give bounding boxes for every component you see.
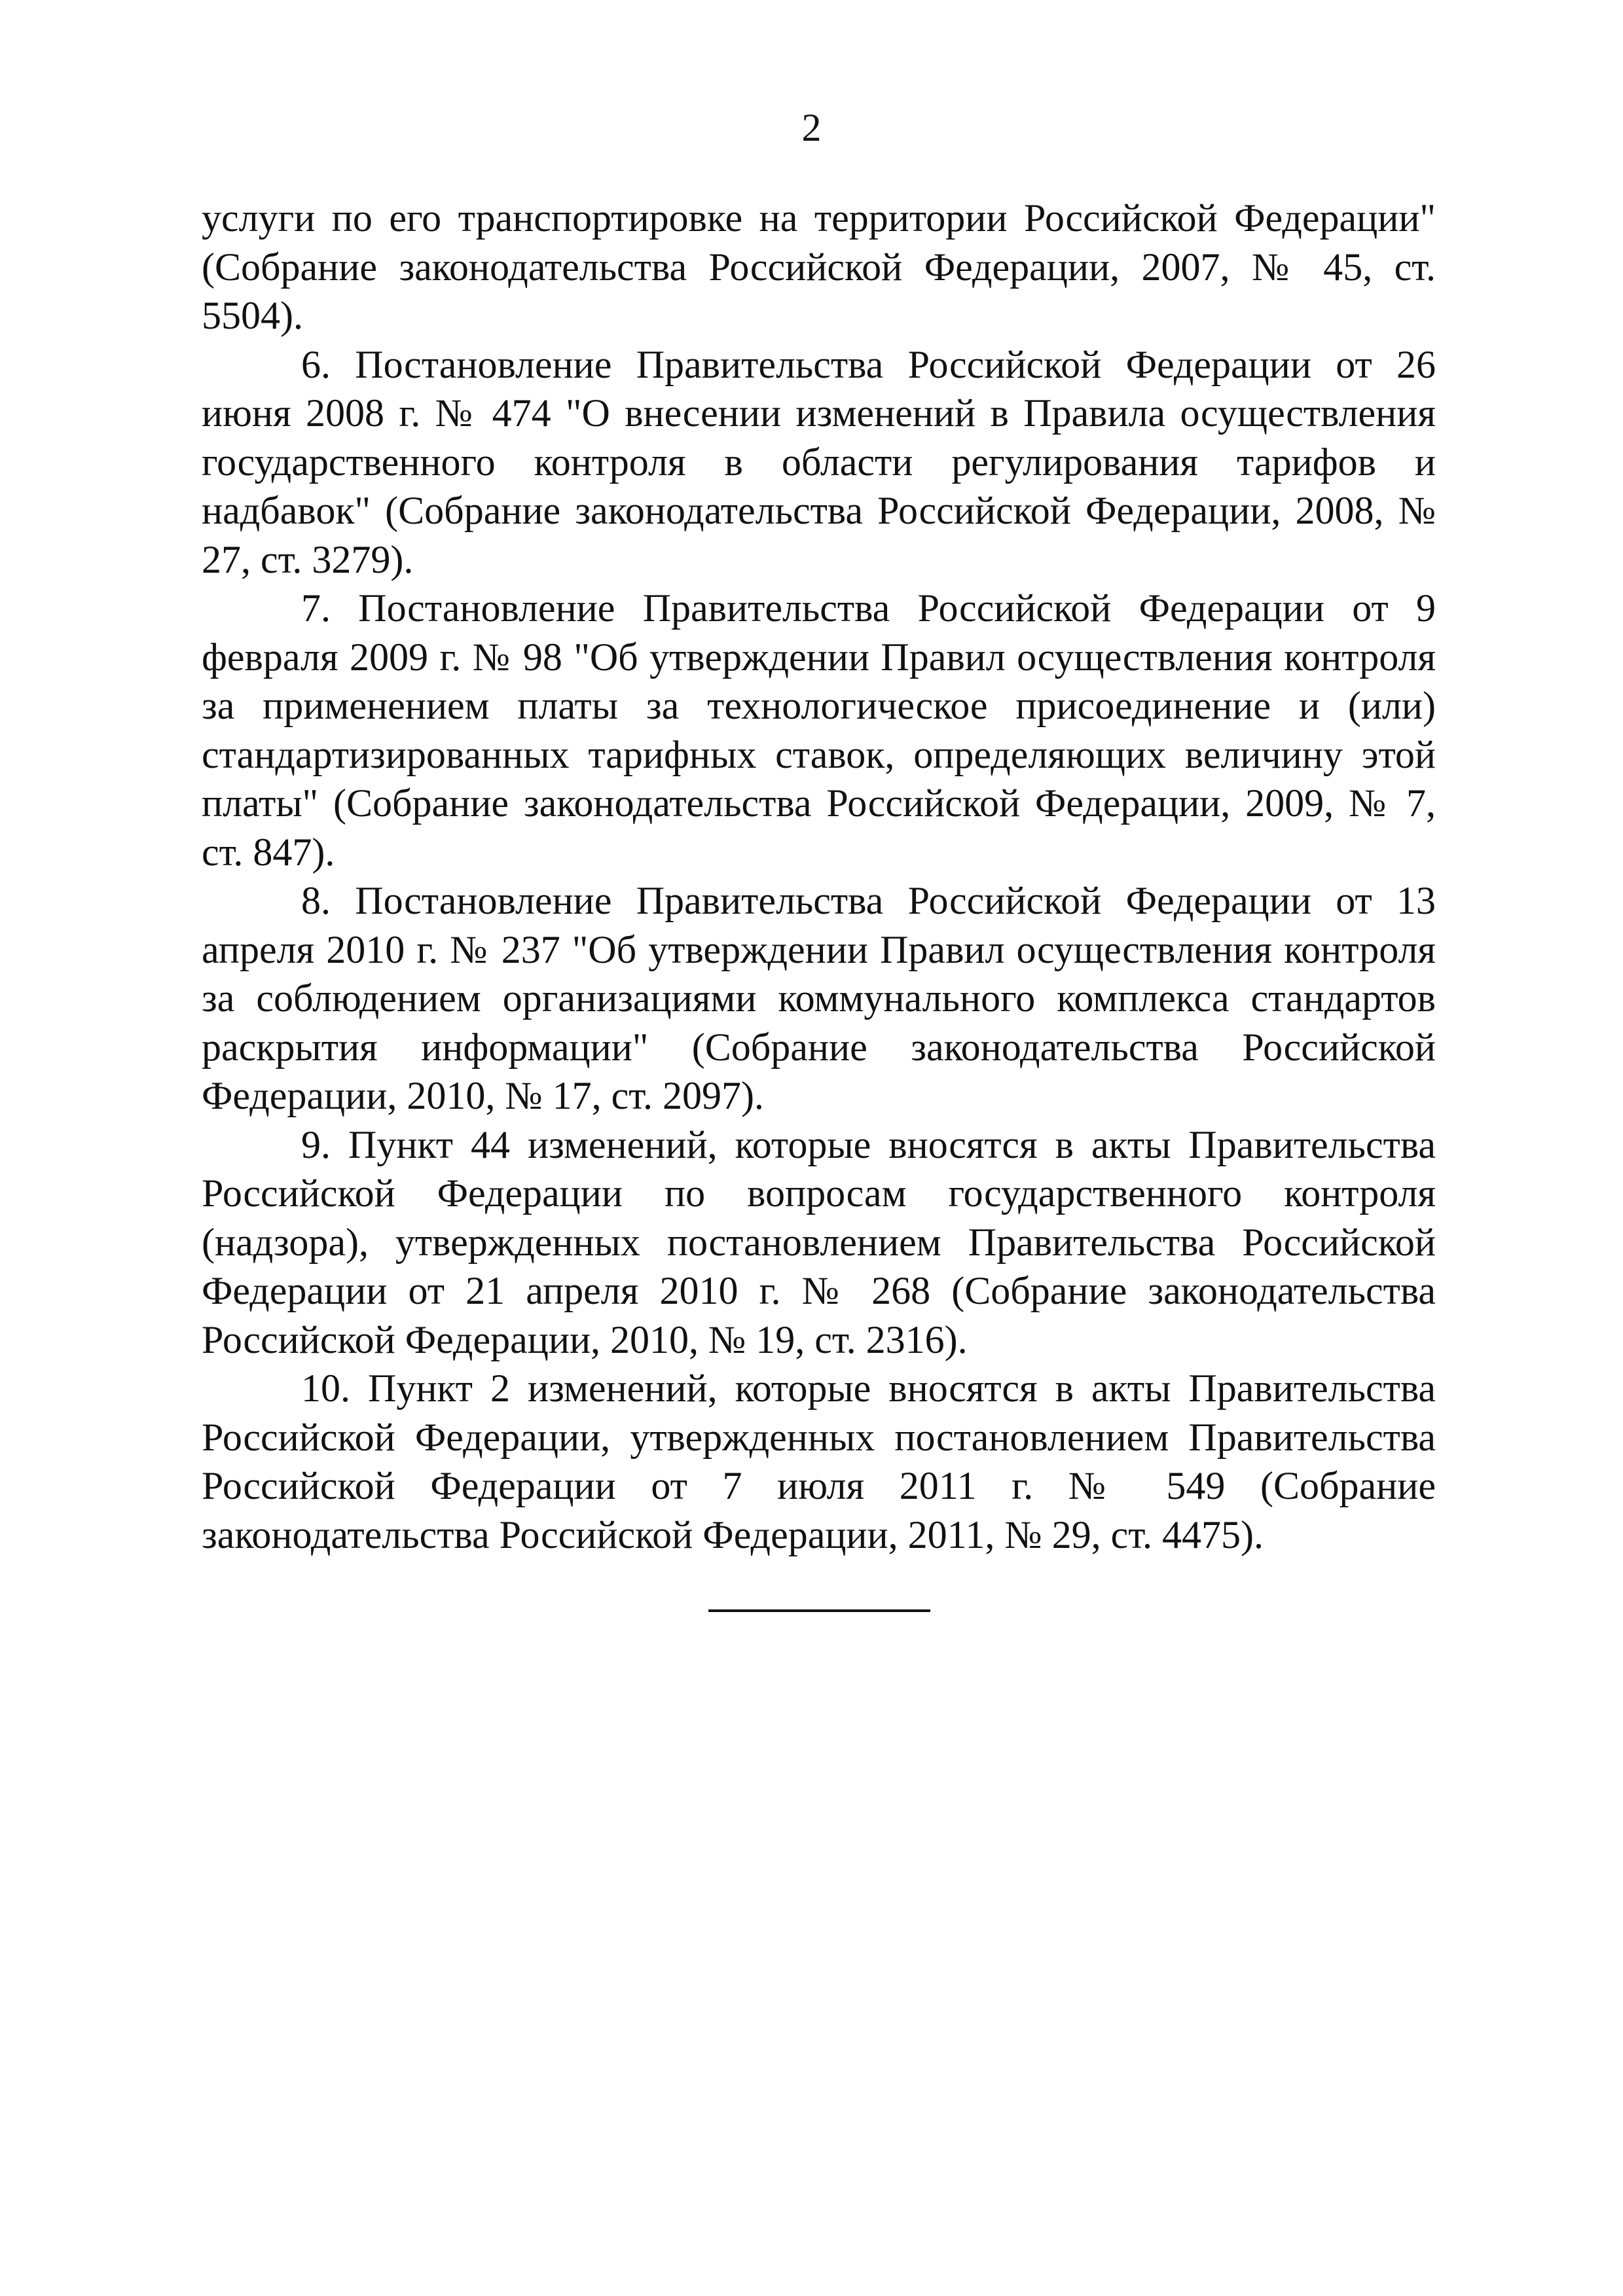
paragraph-continuation: услуги по его транспортировке на территории Российской Федерации" (Собрание законодательства Российской Федерации, 2007, № 45, ст. 5504).	[202, 196, 1436, 337]
list-item-7: 7. Постановление Правительства Российской Федерации от 9 февраля 2009 г. № 98 "Об утверждении Правил осуществления контроля за применением платы за технологическое присоединение и (или) стандартизированных тарифных ставок, определяющих величину этой платы" (Собрание законодательства Российской Федерации, 2009, № 7, ст. 847).	[202, 586, 1436, 874]
list-item-10: 10. Пункт 2 изменений, которые вносятся в акты Правительства Российской Федерации, утвержденных постановлением Правительства Российской Федерации от 7 июля 2011 г. № 549 (Собрание законодательства Российской Федерации, 2011, № 29, ст. 4475).	[202, 1367, 1436, 1556]
end-of-document-rule	[708, 1609, 930, 1612]
list-item-6: 6. Постановление Правительства Российской Федерации от 26 июня 2008 г. № 474 "О внесении изменений в Правила осуществления государственного контроля в области регулирования тарифов и надбавок" (Собрание законодательства Российской Федерации, 2008, № 27, ст. 3279).	[202, 342, 1436, 581]
list-item-9: 9. Пункт 44 изменений, которые вносятся в акты Правительства Российской Федерации по вопросам государственного контроля (надзора), утвержденных постановлением Правительства Российской Федерации от 21 апреля 2010 г. № 268 (Собрание законодательства Российской Федерации, 2010, № 19, ст. 2316).	[202, 1122, 1436, 1361]
page-number: 2	[801, 106, 822, 149]
document-body	[202, 194, 1436, 1559]
list-item-8: 8. Постановление Правительства Российской Федерации от 13 апреля 2010 г. № 237 "Об утверждении Правил осуществления контроля за соблюдением организациями коммунального комплекса стандартов раскрытия информации" (Собрание законодательства Российской Федерации, 2010, № 17, ст. 2097).	[202, 879, 1436, 1117]
